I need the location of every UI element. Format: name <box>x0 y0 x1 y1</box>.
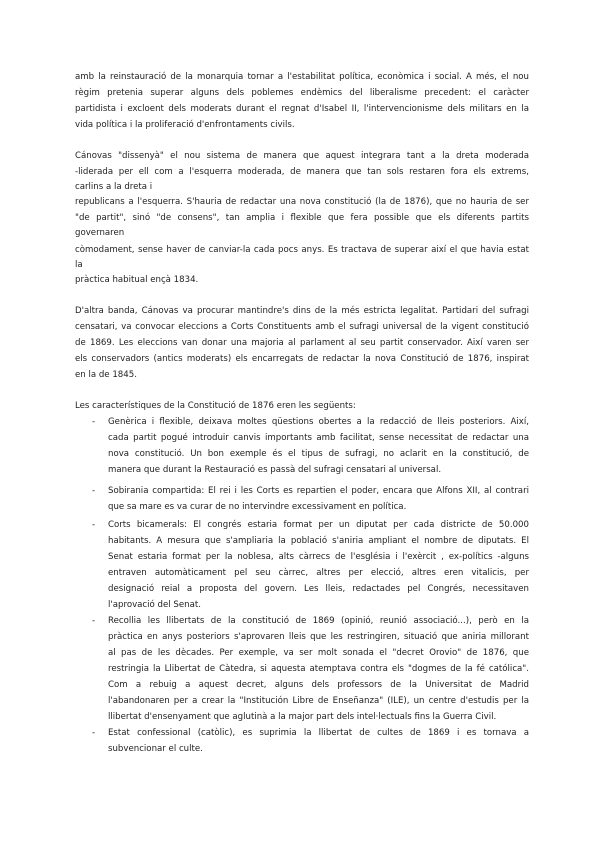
text-line: Senat estaria format per la noblesa, alts càrrecs de l'església i l'exèrcit , ex-polítics -alguns <box>108 552 529 562</box>
bullet-dash: - <box>92 520 96 530</box>
text-line: Com a rebuig a aquest decret, alguns dels professors de la Universitat de Madrid <box>108 680 529 690</box>
text-line: entraven automàticament pel seu càrrec, altres per elecció, altres eren vitalicis, per <box>108 568 529 578</box>
text-line: Recollia les llibertats de la constitució de 1869 (opinió, reunió associació...), però en la <box>108 616 529 626</box>
text-line: Corts bicamerals: El congrés estaria format per un diputat per cada districte de 50.000 <box>108 520 529 530</box>
text-line: -liderada per ell com a l'esquerra moderada, de manera que tan sols restaren fora els extrems, <box>75 167 529 177</box>
text-line: còmodament, sense haver de canviar-la cada pocs anys. Es tractava de superar així el que havia estat <box>75 245 529 255</box>
text-line: D'altra banda, Cánovas va procurar mantindre's dins de la més estricta legalitat. Partidari del sufragi <box>75 306 529 316</box>
text-line: al pas de les dècades. Per exemple, va ser molt sonada el "decret Orovio" de 1876, que <box>108 648 529 658</box>
text-line: manera que durant la Restauració es passà del sufragi censatari al universal. <box>108 465 442 475</box>
text-line: subvencionar el culte. <box>108 744 203 754</box>
text-line: de 1869. Les eleccions van donar una majoria al parlament al seu partit conservador. Així varen ser <box>75 338 529 348</box>
text-line: Genèrica i flexible, deixava moltes qüestions obertes a la redacció de lleis posteriors. Així, <box>108 417 529 427</box>
text-line: governaren <box>75 228 125 238</box>
text-line: Cánovas "dissenyà" el nou sistema de manera que aquest integrara tant a la dreta moderada <box>75 151 529 161</box>
text-line: llibertat d'ensenyament que aglutinà a la major part dels intel·lectuals fins la Guerra Civil. <box>108 712 497 722</box>
text-line: règim pretenia superar alguns dels poblemes endèmics del liberalisme precedent: el caràcter <box>75 88 529 98</box>
text-line: nova constitució. Un bon exemple és el tipus de sufragi, no aclarit en la constitució, de <box>108 449 529 459</box>
text-line: republicans a l'esquerra. S'hauria de redactar una nova constitució (la de 1876), que no hauria de ser <box>75 197 529 207</box>
text-line: vida política i la proliferació d'enfrontaments civils. <box>75 120 295 130</box>
text-line: restringia la Llibertat de Càtedra, si aquesta atemptava contra els "dogmes de la fé católica". <box>108 664 529 674</box>
text-line: partidista i excloent dels moderats durant el regnat d'Isabel II, l'intervencionisme dels militars en la <box>75 104 529 114</box>
list-intro: Les característiques de la Constitució de 1876 eren les següents: <box>75 401 356 411</box>
text-line: amb la reinstauració de la monarquia tornar a l'estabilitat política, econòmica i social. A més, el nou <box>75 72 529 82</box>
text-line: la <box>75 260 83 270</box>
bullet-dash: - <box>92 417 96 427</box>
text-line: en la de 1845. <box>75 370 137 380</box>
text-line: cada partit pogué introduir canvis importants amb facilitat, sense necessitat de redactar una <box>108 433 529 443</box>
text-line: l'abandonaren per a crear la "Institución Libre de Enseñanza" (ILE), un centre d'estudis per la <box>108 696 529 706</box>
text-line: pràctica en anys posteriors s'aprovaren lleis que les restringiren, situació que aniria millorant <box>108 632 529 642</box>
text-line: Sobirania compartida: El rei i les Corts es repartien el poder, encara que Alfons XII, al contrari <box>108 486 529 496</box>
text-line: que sa mare es va curar de no intervindre excessivament en política. <box>108 502 407 512</box>
text-line: Estat confessional (catòlic), es suprimia la llibertat de cultes de 1869 i es tornava a <box>108 728 529 738</box>
text-line: "de partit", sinó "de consens", tan amplia i flexible que fera possible que els diferents partits <box>75 213 529 223</box>
text-line: l'aprovació del Senat. <box>108 600 201 610</box>
text-line: habitants. A mesura que s'ampliaria la població s'aniria ampliant el nombre de diputats. El <box>108 536 529 546</box>
text-line: pràctica habitual ençà 1834. <box>75 275 199 285</box>
text-line: censatari, va convocar eleccions a Corts Constituents amb el sufragi universal de la vigent constitució <box>75 322 529 332</box>
bullet-dash: - <box>92 728 96 738</box>
bullet-dash: - <box>92 616 96 626</box>
text-line: designació reial a proposta del govern. Les lleis, redactades pel Congrés, necessitaven <box>108 584 529 594</box>
text-line: carlins a la dreta i <box>75 182 153 192</box>
text-line: els conservadors (antics moderats) els encarregats de redactar la nova Constitució de 1876, inspirat <box>75 354 529 364</box>
bullet-dash: - <box>92 486 96 496</box>
